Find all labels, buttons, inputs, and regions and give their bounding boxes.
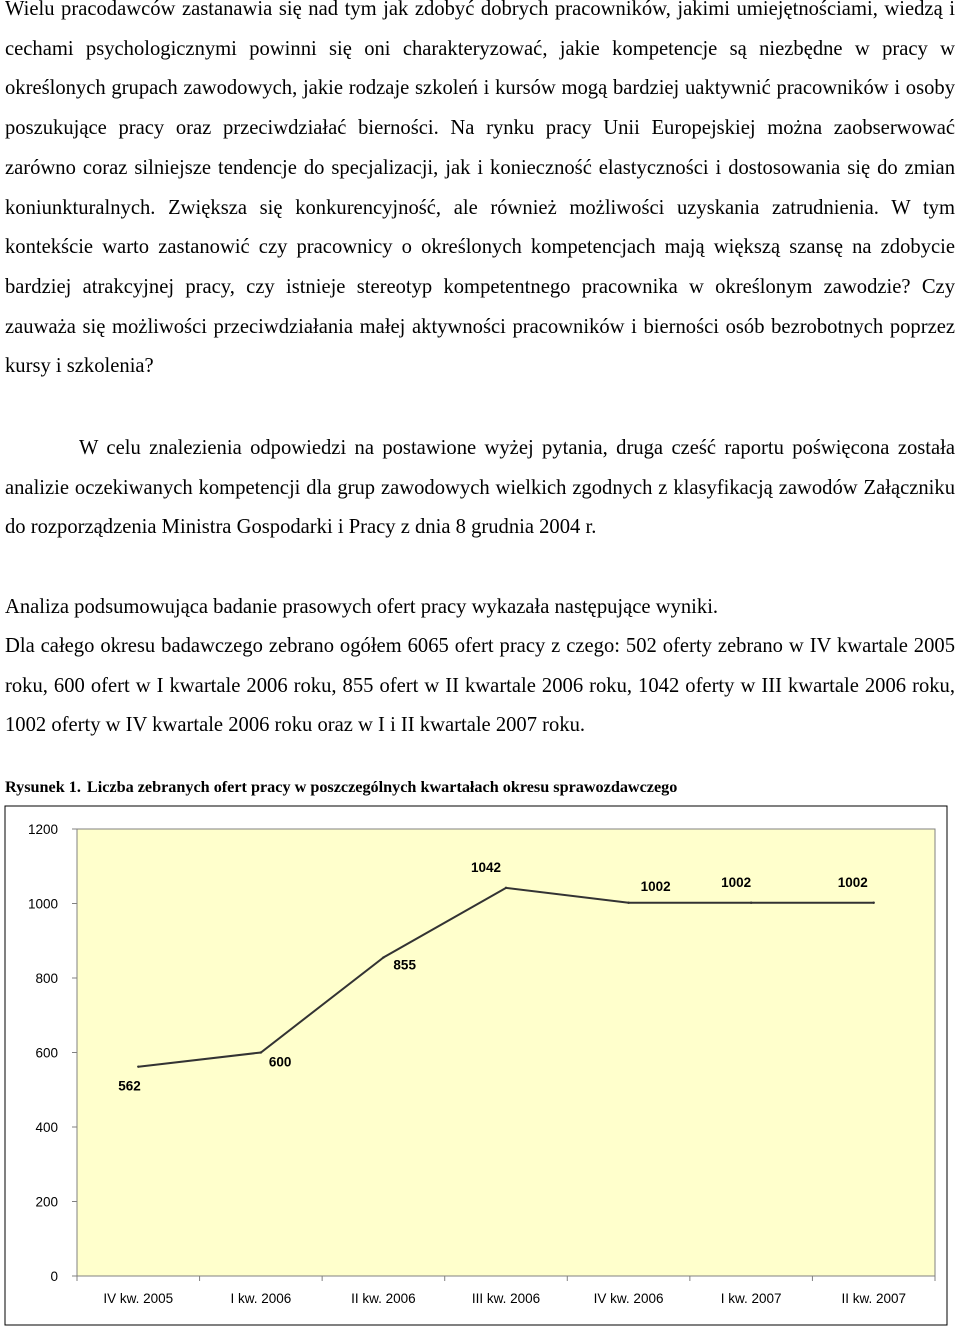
data-point bbox=[260, 1051, 262, 1053]
x-tick-label: I kw. 2007 bbox=[720, 1291, 782, 1306]
job-offers-chart bbox=[0, 804, 960, 1327]
data-point bbox=[382, 956, 384, 958]
summary-paragraph: Analiza podsumowująca badanie prasowych ofert pracy wykazała następujące wyniki. bbox=[5, 596, 719, 618]
data-label: 562 bbox=[118, 1078, 141, 1094]
method-paragraph: W celu znalezienia odpowiedzi na postawione wyżej pytania, druga cześć raportu poświęcona została analizie oczekiwanych kompetencji dla grup zawodowych wielkich zgodnych z klasyfikacją zawodów Załączniku do rozporządzenia Ministra Gospodarki i Pracy z dnia 8 grudnia 2004 r. bbox=[5, 437, 955, 539]
figure-caption-label: Rysunek 1. bbox=[5, 778, 81, 796]
y-tick-label: 400 bbox=[35, 1120, 58, 1135]
x-tick-label: II kw. 2007 bbox=[841, 1291, 906, 1306]
data-point bbox=[873, 902, 875, 904]
data-label: 1002 bbox=[721, 874, 752, 890]
data-label: 1002 bbox=[837, 874, 868, 890]
y-tick-label: 0 bbox=[50, 1269, 58, 1284]
data-point bbox=[750, 902, 752, 904]
data-point bbox=[505, 887, 507, 889]
intro-paragraph: Wielu pracodawców zastanawia się nad tym jak zdobyć dobrych pracowników, jakimi umiejętnościami, wiedzą i cechami psychologicznymi powinni się oni charakteryzować, jakie kompetencje są niezbędne w pracy w określonych grupach zawodowych, jakie rodzaje szkoleń i kursów mogą bardziej uaktywnić pracowników i osoby poszukujące pracy oraz przeciwdziałać bierności. Na rynku pracy Unii Europejskiej można zaobserwować zarówno coraz silniejsze tendencje do specjalizacji, jak i konieczność elastyczności i dostosowania się do zmian koniunkturalnych. Zwiększa się konkurencyjność, ale również możliwości uzyskania zatrudnienia. W tym kontekście warto zastanowić czy pracownicy o określonych kompetencjach mają większą szansę na zdobycie bardziej atrakcyjnej pracy, czy istnieje stereotyp kompetentnego pracownika w określonym zawodzie? Czy zauważa się możliwości przeciwdziałania małej aktywności pracowników i bierności osób bezrobotnych poprzez kursy i szkolenia? bbox=[5, 0, 955, 378]
data-label: 1042 bbox=[471, 859, 502, 875]
data-label: 600 bbox=[268, 1054, 292, 1070]
totals-paragraph: Dla całego okresu badawczego zebrano ogółem 6065 ofert pracy z czego: 502 oferty zebrano w IV kwartale 2005 roku, 600 ofert w I kwartale 2006 roku, 855 ofert w II kwartale 2006 roku, 1042 oferty w III kwartale 2006 roku, 1002 oferty w IV kwartale 2006 roku oraz w I i II kwartale 2007 roku. bbox=[5, 635, 955, 737]
data-label: 1002 bbox=[640, 878, 671, 894]
x-tick-label: III kw. 2006 bbox=[471, 1291, 541, 1306]
y-tick-label: 1200 bbox=[27, 822, 58, 837]
x-tick-label: IV kw. 2006 bbox=[593, 1291, 664, 1306]
figure-caption bbox=[5, 776, 677, 798]
x-tick-label: II kw. 2006 bbox=[351, 1291, 416, 1306]
y-tick-label: 600 bbox=[35, 1045, 58, 1061]
data-label: 855 bbox=[393, 957, 416, 973]
x-tick-label: I kw. 2006 bbox=[230, 1291, 292, 1306]
line-chart-svg bbox=[0, 804, 960, 1327]
y-tick-label: 1000 bbox=[27, 896, 58, 912]
data-point bbox=[137, 1065, 139, 1067]
figure-caption-title: Liczba zebranych ofert pracy w poszczególnych kwartałach okresu sprawozdawczego bbox=[86, 778, 678, 796]
y-tick-label: 200 bbox=[35, 1194, 58, 1210]
data-point bbox=[627, 902, 629, 904]
y-tick-label: 800 bbox=[35, 971, 58, 986]
x-tick-label: IV kw. 2005 bbox=[103, 1291, 174, 1306]
plot-area bbox=[77, 829, 935, 1276]
